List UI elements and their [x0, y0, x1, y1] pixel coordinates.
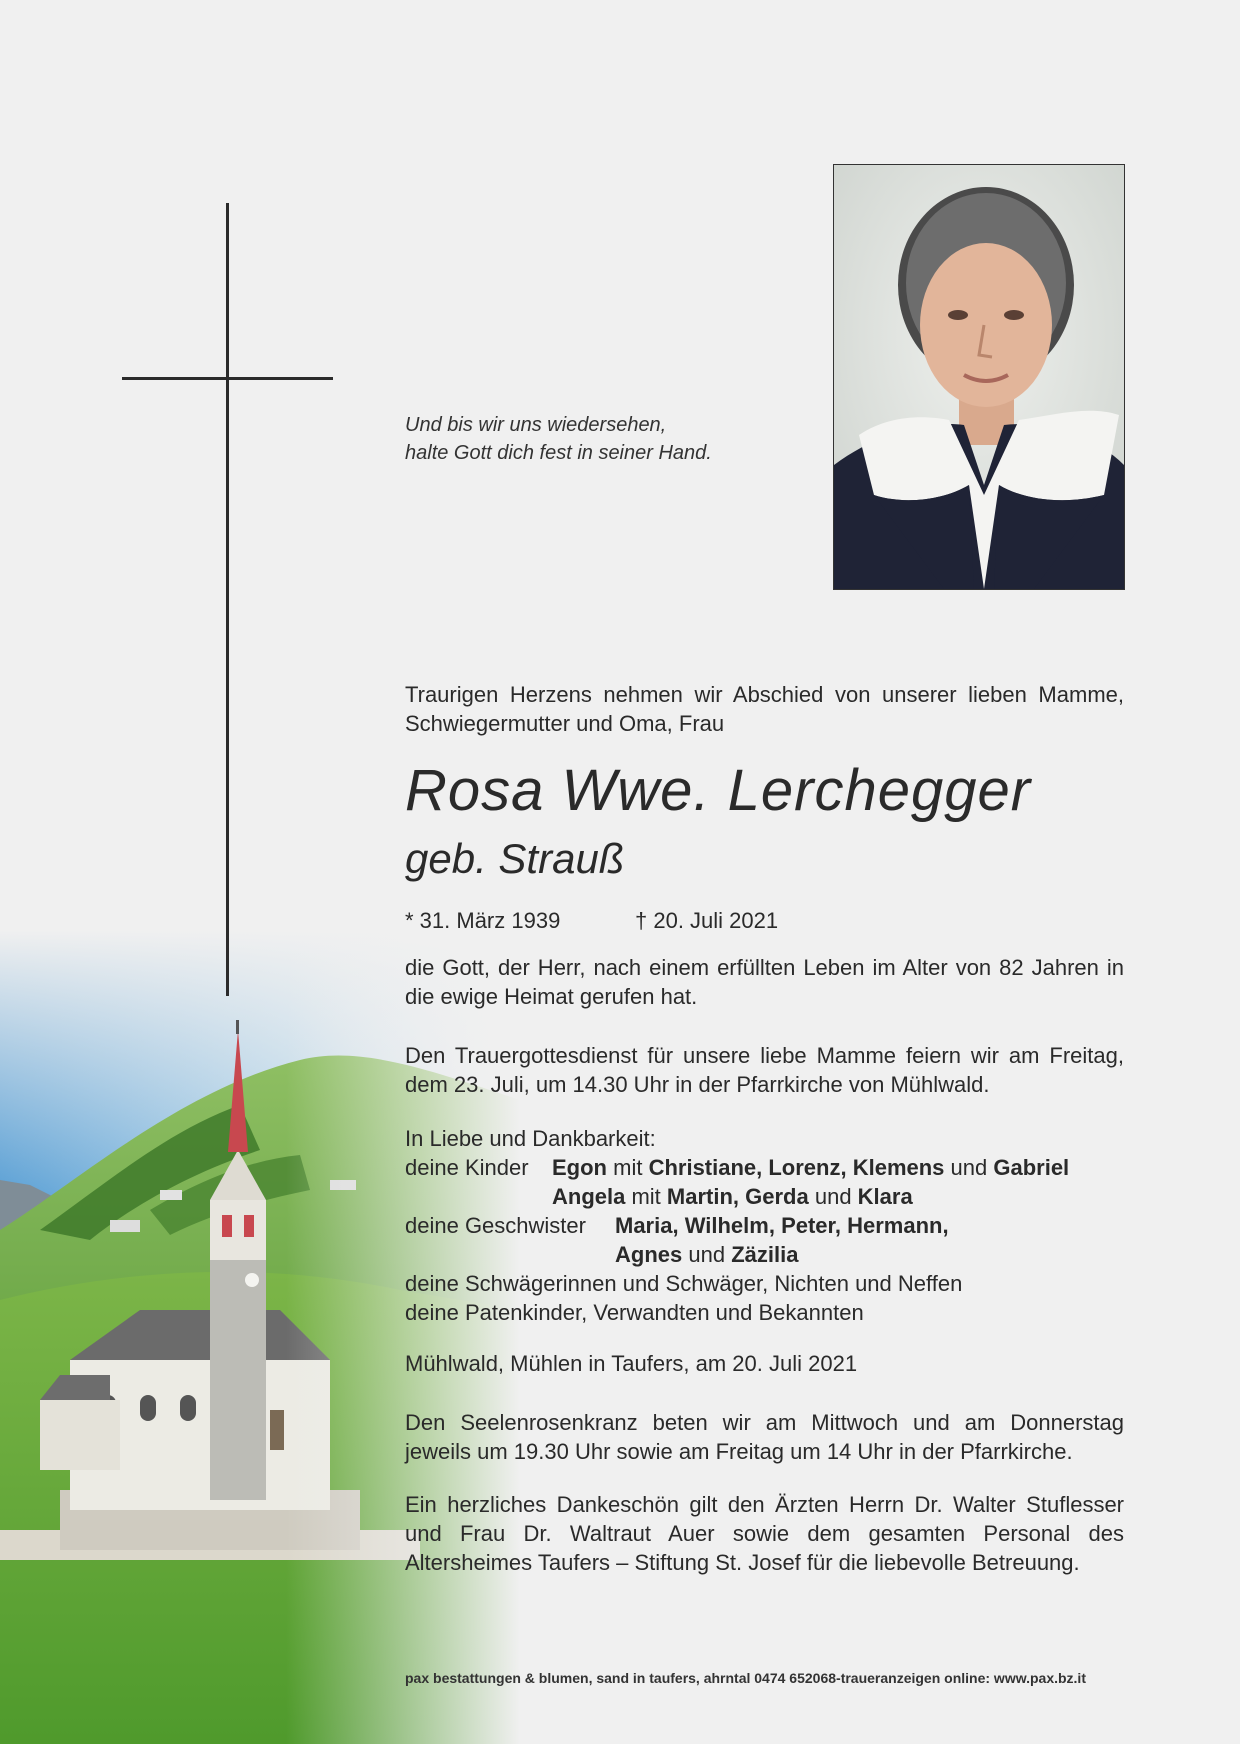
- children-names-1: [552, 1153, 1069, 1182]
- intro-text: Traurigen Herzens nehmen wir Abschied von unserer lieben Mamme, Schwiegermutter und Oma, Frau: [405, 682, 1124, 736]
- rosary-paragraph: Den Seelenrosenkranz beten wir am Mittwoch und am Donnerstag jeweils um 19.30 Uhr sowie am Freitag um 14 Uhr in der Pfarrkirche.: [405, 1410, 1124, 1464]
- connector-text: und: [682, 1242, 732, 1267]
- thanks-paragraph: Ein herzliches Dankeschön gilt den Ärzten Herrn Dr. Walter Stuflesser und Frau Dr. Waltraut Auer sowie dem gesamten Personal des Altersheimes Taufers – Stiftung St. Josef für die liebevolle Betreuung.: [405, 1492, 1124, 1575]
- in-laws-line: deine Schwägerinnen und Schwäger, Nichten und Neffen: [405, 1271, 963, 1296]
- mourner-name: Gabriel: [993, 1155, 1070, 1180]
- mourners-heading: In Liebe und Dankbarkeit:: [405, 1126, 656, 1151]
- mourner-name: Zäzilia: [731, 1242, 799, 1267]
- siblings-label: deine Geschwister: [405, 1213, 586, 1238]
- cross-vertical-bar: [226, 203, 229, 996]
- siblings-row-1: [405, 1211, 1124, 1240]
- funeral-service-paragraph: Den Trauergottesdienst für unsere liebe Mamme feiern wir am Freitag, dem 23. Juli, um 14.30 Uhr in der Pfarrkirche von Mühlwald.: [405, 1043, 1124, 1097]
- mourner-name: Klara: [857, 1184, 913, 1209]
- mourner-name: Egon: [552, 1155, 607, 1180]
- passing-paragraph: die Gott, der Herr, nach einem erfüllten Leben im Alter von 82 Jahren in die ewige Heimat gerufen hat.: [405, 955, 1124, 1009]
- deceased-birth-name: geb. Strauß: [405, 835, 625, 882]
- children-label: deine Kinder: [405, 1155, 529, 1180]
- connector-text: mit: [607, 1155, 649, 1180]
- mourner-name: Agnes: [615, 1242, 683, 1267]
- connector-text: mit: [625, 1184, 667, 1209]
- connector-text: und: [944, 1155, 994, 1180]
- mourner-name: Angela: [552, 1184, 626, 1209]
- death-date: † 20. Juli 2021: [635, 908, 779, 933]
- mourner-name: Martin, Gerda: [666, 1184, 809, 1209]
- deceased-name: Rosa Wwe. Lerchegger: [405, 758, 1032, 823]
- siblings-row-2: [405, 1240, 1124, 1269]
- quote-line-2: halte Gott dich fest in seiner Hand.: [405, 442, 712, 464]
- cross-horizontal-bar: [122, 377, 333, 380]
- place-date: Mühlwald, Mühlen in Taufers, am 20. Juli 2021: [405, 1351, 858, 1376]
- godchildren-line: deine Patenkinder, Verwandten und Bekannten: [405, 1300, 864, 1325]
- life-dates: [405, 906, 779, 935]
- siblings-names-1: [615, 1211, 949, 1240]
- siblings-names-2: [615, 1240, 798, 1269]
- funeral-home-footer: pax bestattungen & blumen, sand in taufers, ahrntal 0474 652068-traueranzeigen online: www.pax.bz.it: [405, 1670, 1086, 1686]
- children-row-2: [405, 1182, 1124, 1211]
- memorial-quote: [405, 411, 712, 467]
- mourner-name: Maria, Wilhelm, Peter, Hermann,: [615, 1213, 949, 1238]
- children-row-1: [405, 1153, 1124, 1182]
- mourner-name: Christiane, Lorenz, Klemens: [648, 1155, 945, 1180]
- quote-line-1: Und bis wir uns wiedersehen,: [405, 414, 667, 436]
- connector-text: und: [808, 1184, 858, 1209]
- birth-date: * 31. März 1939: [405, 908, 561, 933]
- portrait-photo: [833, 164, 1125, 590]
- children-names-2: [552, 1182, 913, 1211]
- mourners-list: [405, 1124, 1124, 1327]
